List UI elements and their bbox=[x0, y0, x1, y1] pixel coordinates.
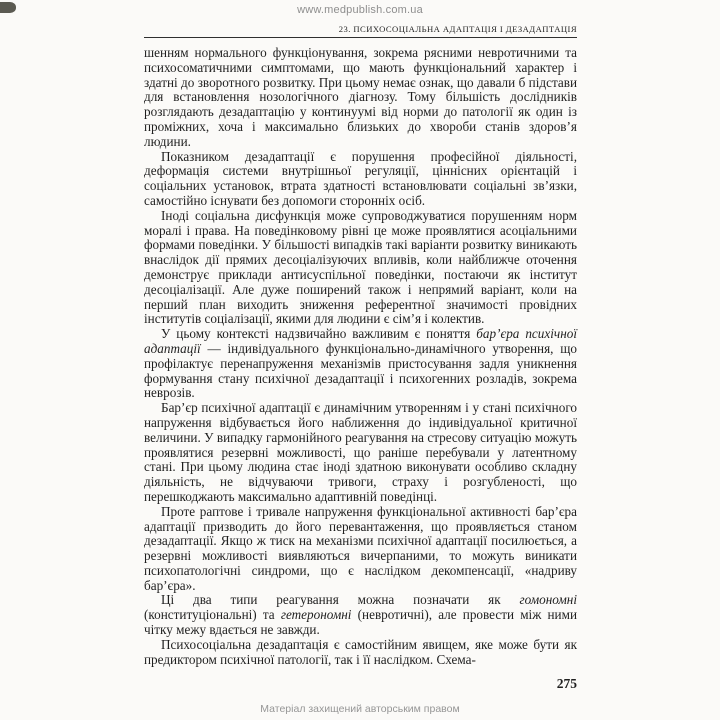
text-column bbox=[144, 24, 577, 692]
paragraph bbox=[144, 638, 577, 668]
paragraph bbox=[144, 505, 577, 594]
text-run: Ці два типи реагування можна позначати як bbox=[161, 592, 520, 608]
header-rule bbox=[144, 37, 577, 38]
text-run: (конституціональні) та bbox=[144, 607, 281, 623]
running-head: 23. ПСИХОСОЦІАЛЬНА АДАПТАЦІЯ І ДЕЗАДАПТАЦІЯ bbox=[338, 24, 577, 34]
paragraph bbox=[144, 150, 577, 209]
text-run: Іноді соціальна дисфункція може супроводжуватися порушенням норм моралі і права. На поведінковому рівні це може проявлятися асоціальними формами поведінки. У більшості випадків такі варіанти розвитку виникають внаслідок дії прямих десоціалізуючих впливів, коли найближче оточення демонструє приклади антисуспільної поведінки, постаючи як інститут десоціалізації. Але дуже поширений також і непрямий варіант, коли на перший план виходить зниження референтної значимості провідних інститутів соціалізації, якими для людини є сім’я і колектив. bbox=[144, 207, 577, 327]
text-run: Бар’єр психічної адаптації є динамічним утворенням і у стані психічного напруження відбувається його наближення до індивідуальної критичної величини. У випадку гармонійного реагування на стресову ситуацію можуть проявлятися резервні можливості, що раніше перебували у латентному стані. При цьому людина стає іноді здатною виконувати особливо складну діяльність, не відчуваючи тривоги, страху і розгубленості, що перешкоджають максимально адаптивній поведінці. bbox=[144, 400, 577, 504]
page-number: 275 bbox=[556, 676, 577, 692]
text-run: гетерономні bbox=[280, 607, 352, 623]
copyright-footer: Матеріал захищений авторським правом bbox=[260, 703, 460, 715]
text-run: бар’єра психічної адаптації bbox=[144, 326, 577, 356]
text-run: шенням нормального функціонування, зокрема рясними невротичними та психосоматичними симптомами, що мають функціональний характер і здатні до зворотного розвитку. При цьому немає ознак, що давали б підстави для встановлення нозологічного діагнозу. Тому більшість дослідників розглядають дезадаптацію у континуумі від норми до патології як один із проміжних, хоча і максимально близьких до хвороби станів здоров’я людини. bbox=[144, 45, 577, 149]
text-run: Психосоціальна дезадаптація є самостійним явищем, яке може бути як предиктором психічної патології, так і її наслідком. Схема- bbox=[144, 636, 577, 667]
text-run: — індивідуального функціонально-динамічного утворення, що профілактує перенапруження механізмів пристосування задля уникнення формування стану психічної дезадаптації і психогенних розладів, зокрема неврозів. bbox=[144, 340, 577, 401]
paragraph bbox=[144, 46, 577, 150]
paragraph bbox=[144, 401, 577, 505]
text-run: У цьому контексті надзвичайно важливим є поняття bbox=[161, 326, 477, 342]
text-run: гомономні bbox=[519, 592, 577, 608]
text-run: (невротичні), але провести між ними чітку межу вдається не завжди. bbox=[144, 607, 578, 638]
body-text bbox=[144, 46, 577, 667]
text-run: Проте раптове і тривале напруження функціональної активності бар’єра адаптації призводить до його перевантаження, що проявляється станом дезадаптації. Якщо ж тиск на механізми психічної адаптації посилюється, а резервні можливості виявляються вичерпаними, то можуть виникати психопатологічні синдроми, що є наслідком декомпенсації, «надриву бар’єра». bbox=[144, 503, 577, 593]
paragraph bbox=[144, 209, 577, 327]
paragraph bbox=[144, 327, 577, 401]
text-run: Показником дезадаптації є порушення професійної діяльності, деформація системи внутрішньої регуляції, ціннісних орієнтацій і соціальних установок, втрата здатності встановлювати соціальні зв’язки, самостійно існувати без допомоги сторонніх осіб. bbox=[144, 148, 577, 208]
paragraph bbox=[144, 593, 577, 637]
website-watermark: www.medpublish.com.ua bbox=[297, 4, 423, 16]
